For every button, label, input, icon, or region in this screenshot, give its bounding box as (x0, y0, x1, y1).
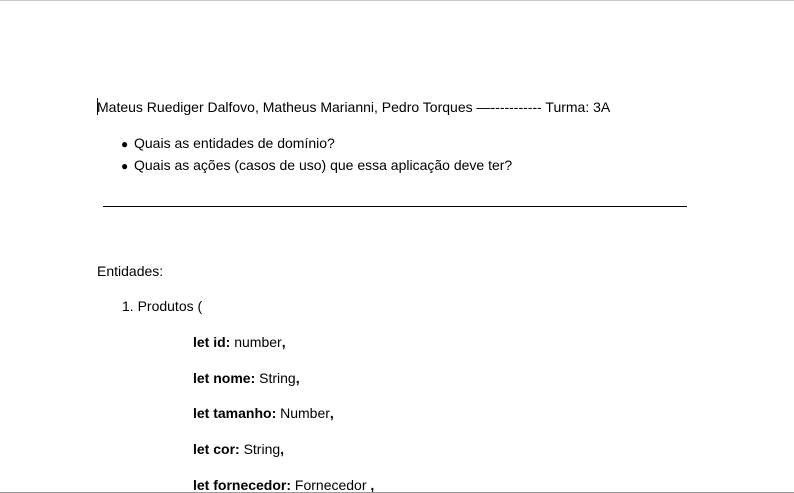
field-line[interactable] (193, 405, 334, 421)
field-line[interactable] (193, 370, 300, 386)
field-separator: , (295, 370, 300, 386)
field-keyword: let id: (193, 334, 231, 350)
entity-name: Produtos ( (137, 298, 203, 314)
list-item[interactable] (121, 133, 512, 155)
list-item[interactable] (121, 155, 512, 177)
field-line[interactable] (193, 477, 374, 493)
field-type: Fornecedor (291, 477, 371, 493)
entity-item[interactable] (122, 298, 202, 314)
entity-number: 1. (122, 298, 134, 314)
authors-line[interactable]: Mateus Ruediger Dalfovo, Matheus Marianni, Pedro Torques —----------- Turma: 3A (97, 99, 611, 115)
field-type: String (255, 370, 296, 386)
entities-heading[interactable]: Entidades: (97, 263, 164, 279)
field-keyword: let tamanho: (193, 405, 277, 421)
field-separator: , (281, 334, 286, 350)
field-keyword: let cor: (193, 441, 240, 457)
question-text: Quais as entidades de domínio? (134, 135, 335, 151)
field-keyword: let fornecedor: (193, 477, 292, 493)
field-type: Number (276, 405, 330, 421)
field-separator: , (280, 441, 285, 457)
bullet-icon: ● (121, 159, 129, 173)
field-separator: , (329, 405, 334, 421)
field-keyword: let nome: (193, 370, 256, 386)
questions-list (121, 133, 512, 177)
field-separator: , (370, 477, 375, 493)
bullet-icon: ● (121, 137, 129, 151)
field-line[interactable] (193, 441, 284, 457)
field-type: String (239, 441, 281, 457)
field-line[interactable] (193, 334, 286, 350)
horizontal-rule (103, 206, 687, 207)
field-type: number (230, 334, 282, 350)
question-text: Quais as ações (casos de uso) que essa aplicação deve ter? (134, 157, 513, 173)
